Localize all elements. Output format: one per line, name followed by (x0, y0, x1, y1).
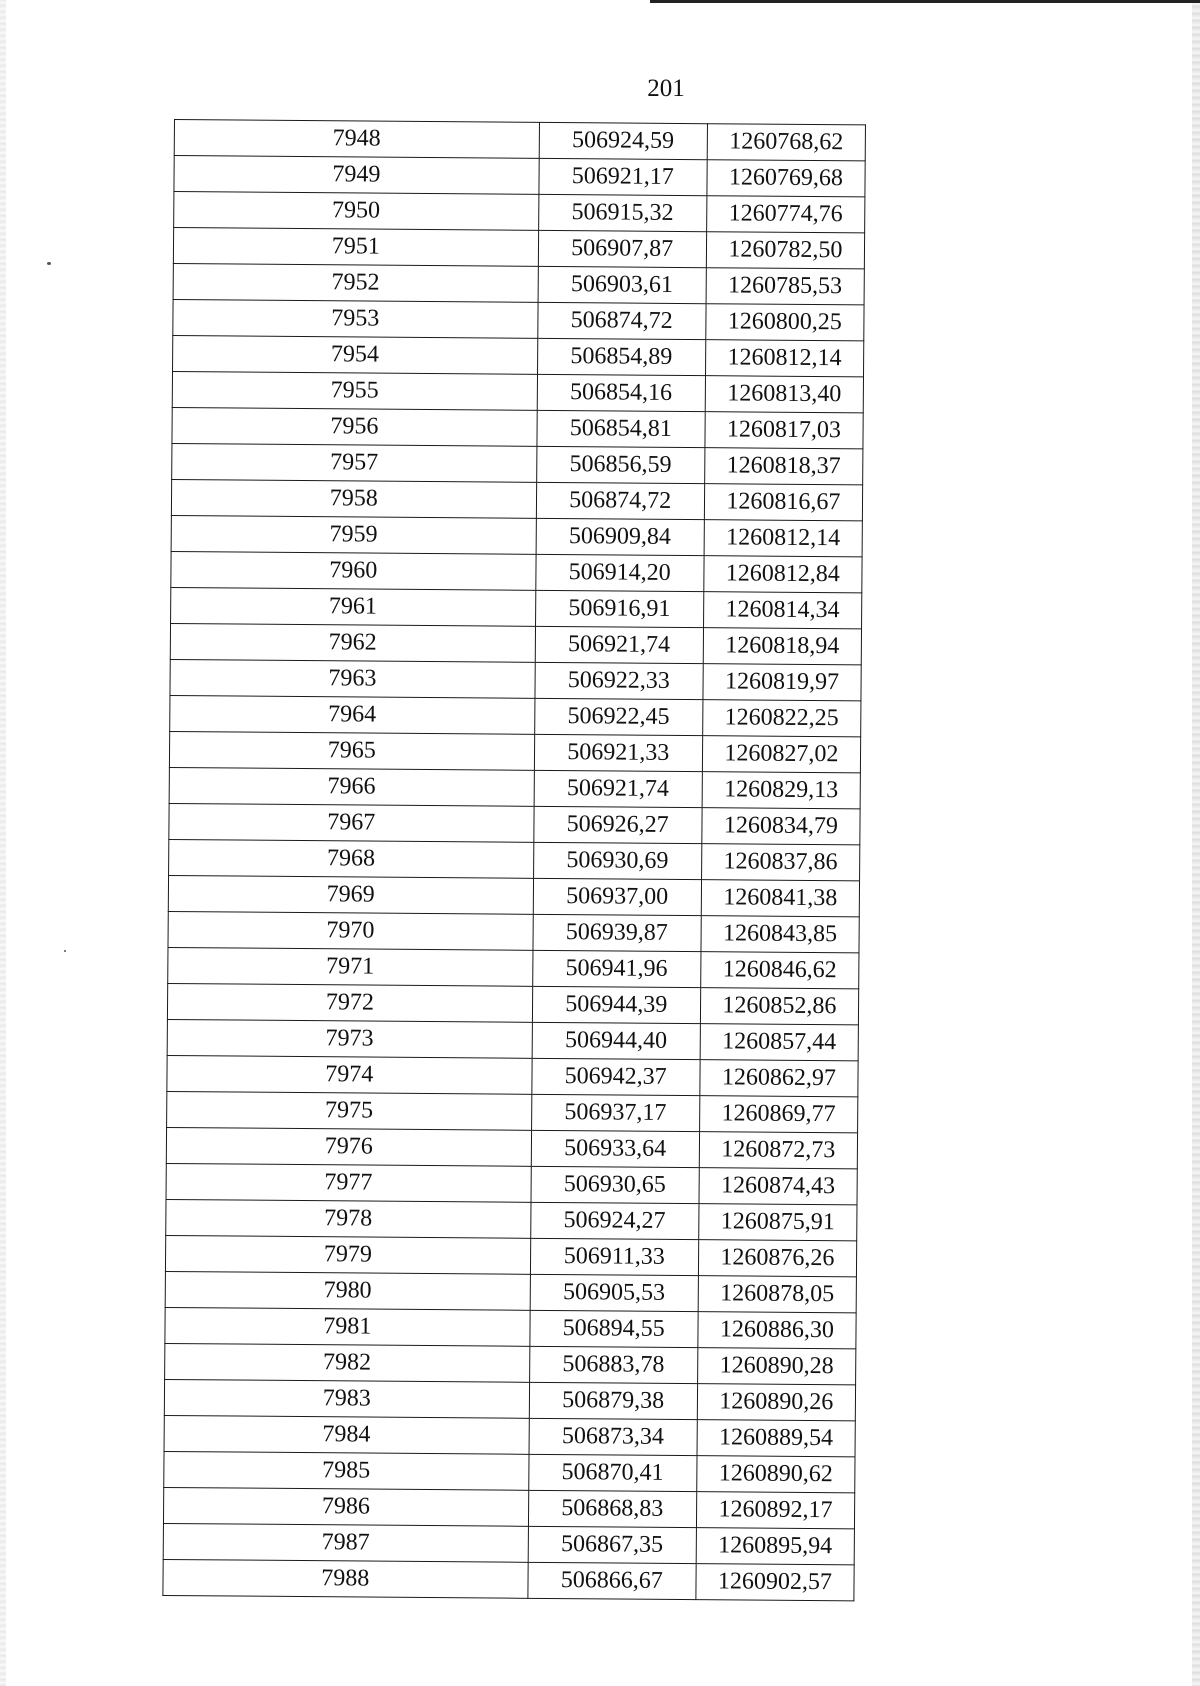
y-coordinate-cell: 1260875,91 (699, 1204, 857, 1241)
table-row (163, 1523, 854, 1564)
y-coordinate-cell: 1260852,86 (700, 988, 858, 1025)
point-number-cell: 7960 (171, 551, 536, 590)
x-coordinate-cell: 506874,72 (536, 482, 704, 519)
table-row (165, 1307, 856, 1348)
x-coordinate-cell: 506907,87 (538, 230, 706, 267)
x-coordinate-cell: 506921,74 (535, 626, 703, 663)
y-coordinate-cell: 1260843,85 (701, 916, 859, 953)
table-row (164, 1379, 855, 1420)
scan-left-edge (0, 0, 6, 1686)
x-coordinate-cell: 506905,53 (530, 1274, 698, 1311)
table-row (169, 839, 860, 880)
y-coordinate-cell: 1260817,03 (705, 412, 863, 449)
point-number-cell: 7964 (170, 695, 535, 734)
y-coordinate-cell: 1260889,54 (697, 1420, 855, 1457)
x-coordinate-cell: 506921,17 (539, 158, 707, 195)
y-coordinate-cell: 1260841,38 (701, 880, 859, 917)
table-row (174, 156, 865, 197)
point-number-cell: 7972 (167, 983, 532, 1022)
point-number-cell: 7988 (163, 1559, 528, 1598)
y-coordinate-cell: 1260812,84 (704, 556, 862, 593)
table-row (168, 947, 859, 988)
x-coordinate-cell: 506924,27 (530, 1202, 698, 1239)
point-number-cell: 7986 (163, 1487, 528, 1526)
point-number-cell: 7975 (167, 1091, 532, 1130)
table-row (166, 1127, 857, 1168)
x-coordinate-cell: 506926,27 (533, 806, 701, 843)
y-coordinate-cell: 1260902,57 (696, 1564, 854, 1601)
x-coordinate-cell: 506868,83 (528, 1490, 696, 1527)
point-number-cell: 7979 (165, 1235, 530, 1274)
table-row (171, 551, 862, 592)
y-coordinate-cell: 1260834,79 (702, 808, 860, 845)
y-coordinate-cell: 1260814,34 (703, 592, 861, 629)
point-number-cell: 7956 (172, 407, 537, 446)
point-number-cell: 7957 (172, 443, 537, 482)
table-row (164, 1415, 855, 1456)
x-coordinate-cell: 506914,20 (535, 554, 703, 591)
x-coordinate-cell: 506933,64 (531, 1130, 699, 1167)
y-coordinate-cell: 1260774,76 (706, 196, 864, 233)
point-number-cell: 7965 (169, 731, 534, 770)
y-coordinate-cell: 1260812,14 (705, 340, 863, 377)
point-number-cell: 7981 (165, 1307, 530, 1346)
y-coordinate-cell: 1260769,68 (707, 160, 865, 197)
y-coordinate-cell: 1260890,62 (697, 1456, 855, 1493)
x-coordinate-cell: 506924,59 (539, 122, 707, 159)
x-coordinate-cell: 506937,00 (533, 878, 701, 915)
y-coordinate-cell: 1260862,97 (700, 1060, 858, 1097)
x-coordinate-cell: 506854,89 (537, 338, 705, 375)
table-row (170, 623, 861, 664)
x-coordinate-cell: 506879,38 (529, 1382, 697, 1419)
point-number-cell: 7976 (166, 1127, 531, 1166)
x-coordinate-cell: 506883,78 (529, 1346, 697, 1383)
table-row (170, 659, 861, 700)
point-number-cell: 7977 (166, 1163, 531, 1202)
y-coordinate-cell: 1260837,86 (701, 844, 859, 881)
y-coordinate-cell: 1260876,26 (698, 1240, 856, 1277)
x-coordinate-cell: 506856,59 (536, 446, 704, 483)
point-number-cell: 7969 (168, 875, 533, 914)
x-coordinate-cell: 506916,91 (535, 590, 703, 627)
table-row (166, 1163, 857, 1204)
y-coordinate-cell: 1260812,14 (704, 520, 862, 557)
y-coordinate-cell: 1260878,05 (698, 1276, 856, 1313)
table-row (174, 120, 865, 161)
point-number-cell: 7959 (171, 515, 536, 554)
y-coordinate-cell: 1260816,67 (704, 484, 862, 521)
y-coordinate-cell: 1260892,17 (696, 1492, 854, 1529)
point-number-cell: 7978 (166, 1199, 531, 1238)
point-number-cell: 7982 (165, 1343, 530, 1382)
scan-speck (47, 262, 51, 265)
x-coordinate-cell: 506873,34 (529, 1418, 697, 1455)
y-coordinate-cell: 1260818,94 (703, 628, 861, 665)
point-number-cell: 7974 (167, 1055, 532, 1094)
x-coordinate-cell: 506866,67 (528, 1562, 696, 1599)
table-row (173, 335, 864, 376)
y-coordinate-cell: 1260872,73 (699, 1132, 857, 1169)
table-row (163, 1487, 854, 1528)
table-row (168, 911, 859, 952)
table-row (173, 228, 864, 269)
y-coordinate-cell: 1260886,30 (698, 1312, 856, 1349)
table-row (171, 587, 862, 628)
table-row (165, 1235, 856, 1276)
table-row (172, 407, 863, 448)
table-row (173, 263, 864, 304)
table-row (165, 1271, 856, 1312)
y-coordinate-cell: 1260890,26 (697, 1384, 855, 1421)
table-row (169, 731, 860, 772)
point-number-cell: 7948 (174, 120, 539, 159)
scan-speck (64, 950, 66, 952)
x-coordinate-cell: 506941,96 (532, 950, 700, 987)
y-coordinate-cell: 1260800,25 (706, 304, 864, 341)
page-number: 201 (647, 75, 685, 102)
y-coordinate-cell: 1260829,13 (702, 772, 860, 809)
table-row (169, 767, 860, 808)
point-number-cell: 7966 (169, 767, 534, 806)
point-number-cell: 7958 (171, 479, 536, 518)
point-number-cell: 7963 (170, 659, 535, 698)
point-number-cell: 7954 (173, 335, 538, 374)
point-number-cell: 7952 (173, 263, 538, 302)
point-number-cell: 7953 (173, 299, 538, 338)
x-coordinate-cell: 506894,55 (529, 1310, 697, 1347)
x-coordinate-cell: 506942,37 (531, 1058, 699, 1095)
table-row (167, 1091, 858, 1132)
point-number-cell: 7980 (165, 1271, 530, 1310)
table-row (174, 192, 865, 233)
y-coordinate-cell: 1260782,50 (706, 232, 864, 269)
point-number-cell: 7962 (170, 623, 535, 662)
x-coordinate-cell: 506903,61 (538, 266, 706, 303)
y-coordinate-cell: 1260818,37 (704, 448, 862, 485)
point-number-cell: 7967 (169, 803, 534, 842)
x-coordinate-cell: 506915,32 (538, 194, 706, 231)
y-coordinate-cell: 1260785,53 (706, 268, 864, 305)
scan-right-edge (1192, 0, 1200, 1686)
y-coordinate-cell: 1260827,02 (702, 736, 860, 773)
y-coordinate-cell: 1260768,62 (707, 124, 865, 161)
table-row (171, 515, 862, 556)
x-coordinate-cell: 506944,40 (532, 1022, 700, 1059)
scan-top-border (650, 0, 1200, 3)
table-row (163, 1559, 854, 1600)
point-number-cell: 7970 (168, 911, 533, 950)
point-number-cell: 7968 (169, 839, 534, 878)
point-number-cell: 7951 (173, 228, 538, 267)
point-number-cell: 7971 (168, 947, 533, 986)
point-number-cell: 7973 (167, 1019, 532, 1058)
x-coordinate-cell: 506944,39 (532, 986, 700, 1023)
point-number-cell: 7984 (164, 1415, 529, 1454)
point-number-cell: 7985 (164, 1451, 529, 1490)
x-coordinate-cell: 506939,87 (533, 914, 701, 951)
y-coordinate-cell: 1260874,43 (699, 1168, 857, 1205)
x-coordinate-cell: 506921,33 (534, 734, 702, 771)
table-row (172, 371, 863, 412)
x-coordinate-cell: 506922,33 (535, 662, 703, 699)
y-coordinate-cell: 1260813,40 (705, 376, 863, 413)
y-coordinate-cell: 1260869,77 (699, 1096, 857, 1133)
point-number-cell: 7961 (171, 587, 536, 626)
x-coordinate-cell: 506867,35 (528, 1526, 696, 1563)
table-row (172, 443, 863, 484)
point-number-cell: 7983 (164, 1379, 529, 1418)
table-row (167, 1055, 858, 1096)
x-coordinate-cell: 506854,16 (537, 374, 705, 411)
y-coordinate-cell: 1260819,97 (703, 664, 861, 701)
x-coordinate-cell: 506854,81 (537, 410, 705, 447)
coordinates-table (162, 119, 866, 1601)
table-row (165, 1343, 856, 1384)
table-row (167, 983, 858, 1024)
x-coordinate-cell: 506870,41 (528, 1454, 696, 1491)
x-coordinate-cell: 506911,33 (530, 1238, 698, 1275)
y-coordinate-cell: 1260822,25 (703, 700, 861, 737)
point-number-cell: 7987 (163, 1523, 528, 1562)
table-row (166, 1199, 857, 1240)
x-coordinate-cell: 506930,69 (533, 842, 701, 879)
x-coordinate-cell: 506909,84 (536, 518, 704, 555)
y-coordinate-cell: 1260895,94 (696, 1528, 854, 1565)
table-row (173, 299, 864, 340)
x-coordinate-cell: 506922,45 (534, 698, 702, 735)
x-coordinate-cell: 506921,74 (534, 770, 702, 807)
x-coordinate-cell: 506874,72 (537, 302, 705, 339)
table-row (164, 1451, 855, 1492)
x-coordinate-cell: 506937,17 (531, 1094, 699, 1131)
table-row (168, 875, 859, 916)
table-row (169, 803, 860, 844)
table-row (170, 695, 861, 736)
table-row (167, 1019, 858, 1060)
point-number-cell: 7955 (172, 371, 537, 410)
point-number-cell: 7949 (174, 156, 539, 195)
point-number-cell: 7950 (174, 192, 539, 231)
x-coordinate-cell: 506930,65 (531, 1166, 699, 1203)
table-row (171, 479, 862, 520)
y-coordinate-cell: 1260890,28 (697, 1348, 855, 1385)
y-coordinate-cell: 1260846,62 (701, 952, 859, 989)
y-coordinate-cell: 1260857,44 (700, 1024, 858, 1061)
coordinates-table-body (163, 120, 866, 1601)
